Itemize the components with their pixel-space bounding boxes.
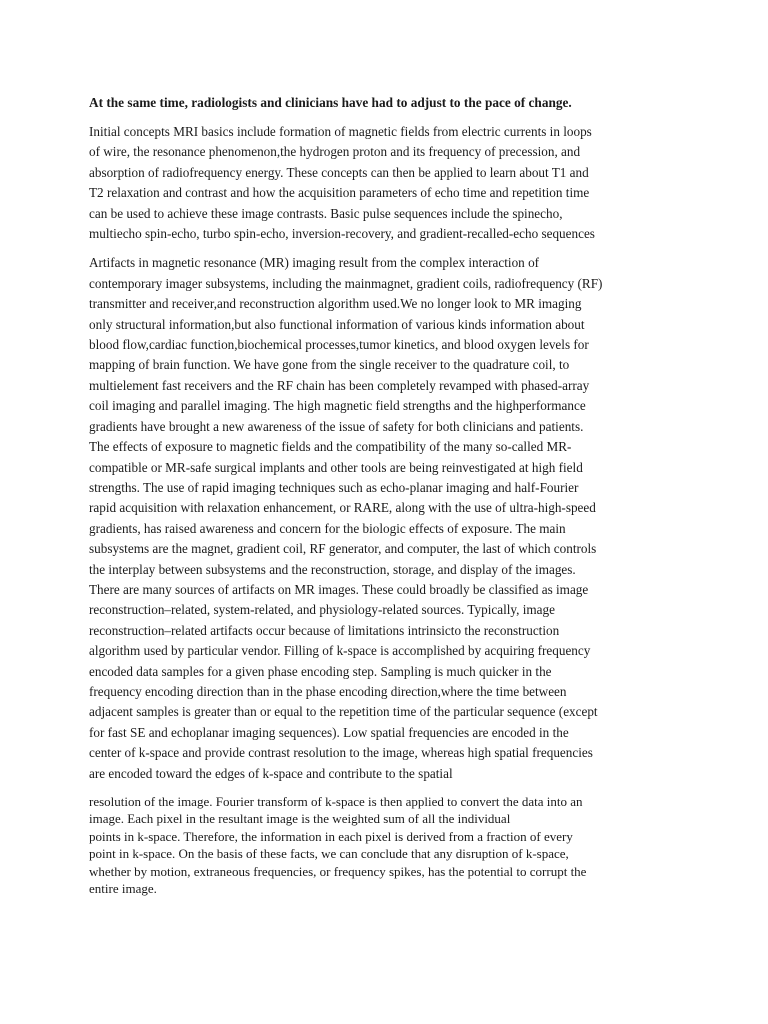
text-line: T2 relaxation and contrast and how the acquisition parameters of echo time and repetition time: [89, 185, 590, 201]
text-line: subsystems are the magnet, gradient coil, RF generator, and computer, the last of which controls: [89, 541, 597, 557]
text-line: The effects of exposure to magnetic fields and the compatibility of the many so-called MR-: [89, 439, 572, 455]
text-line: for fast SE and echoplanar imaging sequences). Low spatial frequencies are encoded in the: [89, 724, 569, 740]
text-line: points in k-space. Therefore, the information in each pixel is derived from a fraction of every: [89, 828, 573, 844]
text-line: of wire, the resonance phenomenon,the hydrogen proton and its frequency of precession, and: [89, 144, 581, 160]
text-line: only structural information,but also functional information of various kinds information about: [89, 316, 585, 332]
text-line: multielement fast receivers and the RF chain has been completely revamped with phased-array: [89, 377, 590, 393]
text-line: image. Each pixel in the resultant image is the weighted sum of all the individual: [89, 811, 511, 827]
text-line: resolution of the image. Fourier transform of k-space is then applied to convert the data into an: [89, 794, 583, 809]
text-line: absorption of radiofrequency energy. These concepts can then be applied to learn about T1 and: [89, 164, 589, 180]
text-line: compatible or MR-safe surgical implants and other tools are being reinvestigated at high field: [89, 459, 583, 475]
paragraph-k-space: [89, 793, 689, 897]
text-line: transmitter and receiver,and reconstruction algorithm used.We no longer look to MR imaging: [89, 296, 582, 312]
document-page: [89, 93, 689, 910]
text-line: frequency encoding direction than in the phase encoding direction,where the time between: [89, 683, 567, 699]
text-line: center of k-space and provide contrast resolution to the image, whereas high spatial frequencies: [89, 745, 593, 761]
text-line: Initial concepts MRI basics include formation of magnetic fields from electric currents in loops: [89, 124, 592, 139]
text-line: contemporary imager subsystems, including the mainmagnet, gradient coils, radiofrequency (RF): [89, 275, 603, 291]
text-line: point in k-space. On the basis of these facts, we can conclude that any disruption of k-space,: [89, 846, 569, 862]
text-line: the interplay between subsystems and the reconstruction, storage, and display of the images.: [89, 561, 576, 577]
text-line: whether by motion, extraneous frequencies, or frequency spikes, has the potential to corrupt the: [89, 863, 587, 879]
text-line: adjacent samples is greater than or equal to the repetition time of the particular sequence (except: [89, 704, 598, 720]
text-line: are encoded toward the edges of k-space and contribute to the spatial: [89, 765, 453, 781]
text-line: reconstruction–related, system-related, and physiology-related sources. Typically, image: [89, 602, 555, 618]
text-line: gradients, has raised awareness and concern for the biologic effects of exposure. The main: [89, 520, 566, 536]
text-line: rapid acquisition with relaxation enhancement, or RARE, along with the use of ultra-high-speed: [89, 500, 596, 516]
text-line: strengths. The use of rapid imaging techniques such as echo-planar imaging and half-Fourier: [89, 479, 579, 495]
text-line: gradients have brought a new awareness of the issue of safety for both clinicians and patients.: [89, 418, 584, 434]
paragraph-mr-artifacts: [89, 253, 689, 784]
text-line: mapping of brain function. We have gone from the single receiver to the quadrature coil, to: [89, 357, 570, 373]
text-line: blood flow,cardiac function,biochemical processes,tumor kinetics, and blood oxygen levels for: [89, 337, 589, 353]
text-line: coil imaging and parallel imaging. The high magnetic field strengths and the highperformance: [89, 398, 586, 414]
text-line: There are many sources of artifacts on MR images. These could broadly be classified as image: [89, 581, 589, 597]
text-line: multiecho spin-echo, turbo spin-echo, inversion-recovery, and gradient-recalled-echo sequences: [89, 226, 595, 242]
text-line: reconstruction–related artifacts occur because of limitations intrinsicto the reconstruction: [89, 622, 560, 638]
document-heading: At the same time, radiologists and clinicians have had to adjust to the pace of change.: [89, 95, 572, 110]
paragraph-mri-basics: [89, 122, 689, 244]
text-line: encoded data samples for a given phase encoding step. Sampling is much quicker in the: [89, 663, 552, 679]
text-line: Artifacts in magnetic resonance (MR) imaging result from the complex interaction of: [89, 255, 540, 271]
text-line: can be used to achieve these image contrasts. Basic pulse sequences include the spinecho,: [89, 205, 563, 221]
text-line: algorithm used by particular vendor. Filling of k-space is accomplished by acquiring frequency: [89, 643, 591, 659]
text-line: entire image.: [89, 881, 157, 897]
